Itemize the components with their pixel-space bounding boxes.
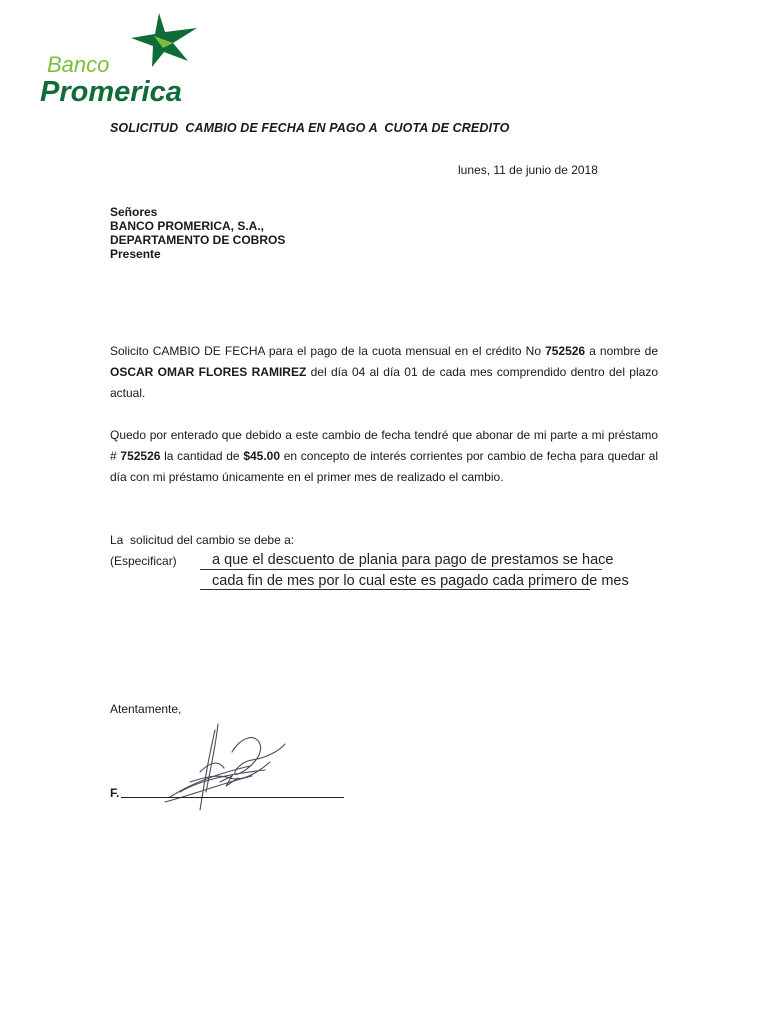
acknowledgement-paragraph: Quedo por enterado que debido a este cambio de fecha tendré que abonar de mi parte a mi préstamo # 752526 la cantidad de $45.00 en concepto de interés corrientes por cambio de fecha para quedar al día con mi préstamo únicamente en el primer mes de realizado el cambio. xyxy=(110,428,658,484)
reason-underline-2 xyxy=(200,589,590,590)
recipient-department: DEPARTAMENTO DE COBROS xyxy=(110,233,286,247)
credit-number: 752526 xyxy=(545,344,586,358)
document-date: lunes, 11 de junio de 2018 xyxy=(458,163,598,177)
reason-text-line-1: a que el descuento de plania para pago de prestamos se hace xyxy=(212,552,614,568)
recipient-company: BANCO PROMERICA, S.A., xyxy=(110,219,265,233)
reason-underline-1 xyxy=(200,569,602,570)
interest-amount: $45.00 xyxy=(243,449,281,463)
recipient-presente: Presente xyxy=(110,247,161,261)
document-title: SOLICITUD CAMBIO DE FECHA EN PAGO A CUOTA DE CREDITO xyxy=(110,121,510,135)
specify-label: (Especificar) xyxy=(110,554,177,568)
request-paragraph: Solicito CAMBIO DE FECHA para el pago de la cuota mensual en el crédito No 752526 a nombre de OSCAR OMAR FLORES RAMIREZ del día 04 al día 01 de cada mes comprendido dentro del plazo actual. xyxy=(110,344,658,400)
recipient-greeting: Señores xyxy=(110,205,158,219)
recipient-address xyxy=(110,205,285,261)
signature-label: F. xyxy=(110,786,120,800)
reason-text-line-2: cada fin de mes por lo cual este es pagado cada primero de mes xyxy=(212,573,629,589)
signature-line xyxy=(121,797,344,798)
client-name: OSCAR OMAR FLORES RAMIREZ xyxy=(110,365,307,379)
handwritten-signature xyxy=(160,722,290,814)
bank-logo xyxy=(38,12,203,107)
svg-text:Banco: Banco xyxy=(47,52,110,77)
svg-text:Promerica: Promerica xyxy=(40,76,182,107)
closing-text: Atentamente, xyxy=(110,702,182,716)
loan-number: 752526 xyxy=(120,449,161,463)
reason-label: La solicitud del cambio se debe a: xyxy=(110,533,295,547)
